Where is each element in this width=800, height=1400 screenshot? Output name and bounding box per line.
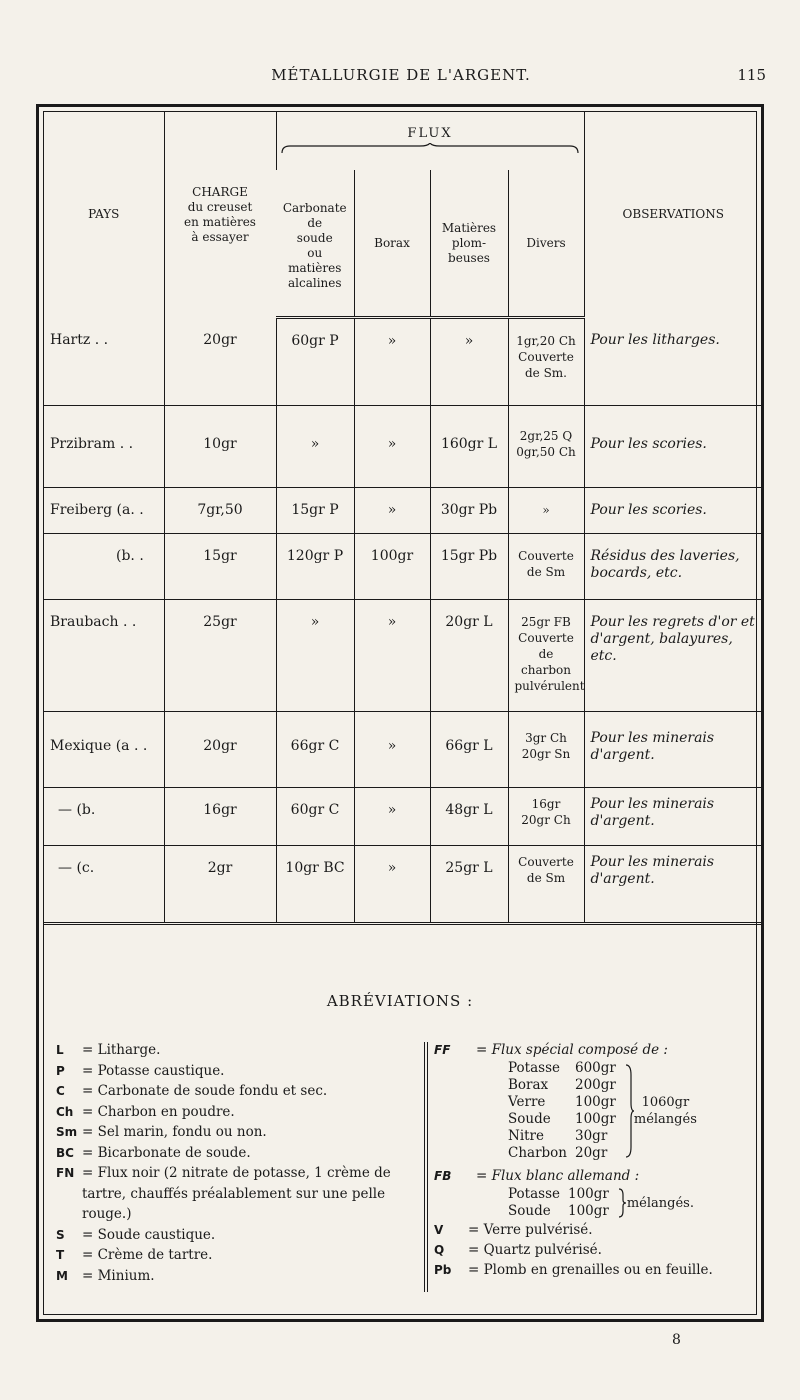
abbr-definition: = Flux noir (2 nitrate de potasse, 1 crème de tartre, chauffés préalablement sur une pelle rouge.) xyxy=(82,1165,391,1222)
fb-note-cell xyxy=(613,1186,698,1220)
cell-borax: » xyxy=(387,614,397,630)
cell-plomb: 160gr L xyxy=(440,436,498,452)
table-row xyxy=(44,788,762,846)
fb-composition xyxy=(504,1186,698,1220)
abbr-symbol: V xyxy=(434,1223,444,1237)
abbreviations-right-list xyxy=(434,1040,754,1280)
ff-heading xyxy=(434,1040,754,1060)
abbr-symbol: S xyxy=(56,1227,65,1242)
list-item xyxy=(56,1040,426,1061)
ingredient-qty: 100gr xyxy=(575,1111,616,1127)
ingredient-qty: 100gr xyxy=(567,1186,609,1202)
cell-charge: 20gr xyxy=(203,738,237,754)
fb-note: mélangés. xyxy=(626,1195,694,1211)
cell-borax: » xyxy=(387,502,397,518)
signature-number: 8 xyxy=(672,1332,681,1348)
cell-pays: (b. . xyxy=(116,548,144,564)
cell-charge: 7gr,50 xyxy=(197,502,243,518)
abbr-definition: = Crème de tartre. xyxy=(82,1247,213,1263)
abbreviations-title: ABRÉVIATIONS : xyxy=(326,992,474,1010)
cell-observations: Pour les minerais d'argent. xyxy=(590,730,715,763)
abbr-symbol: P xyxy=(56,1063,65,1078)
table-frame xyxy=(36,104,764,1322)
cell-observations: Résidus des laveries, bocards, etc. xyxy=(590,548,740,581)
list-item xyxy=(434,1260,754,1280)
cell-plomb: 20gr L xyxy=(445,614,493,630)
list-item xyxy=(434,1220,754,1240)
cell-observations: Pour les regrets d'or et d'argent, balayures, etc. xyxy=(590,614,755,664)
ingredient-qty: 20gr xyxy=(575,1145,608,1161)
cell-plomb: 25gr L xyxy=(445,860,493,876)
page-number: 115 xyxy=(737,66,766,84)
cell-plomb: » xyxy=(464,333,474,349)
list-item xyxy=(56,1266,426,1287)
abbr-symbol: Pb xyxy=(434,1263,452,1277)
abbr-symbol: FN xyxy=(56,1166,75,1180)
fb-heading xyxy=(434,1166,754,1186)
list-item xyxy=(56,1122,426,1143)
list-item xyxy=(56,1102,426,1123)
abbr-symbol: Ch xyxy=(56,1104,74,1119)
ff-total-cell xyxy=(620,1060,701,1162)
cell-borax: 100gr xyxy=(370,548,414,564)
cell-charge: 2gr xyxy=(207,860,233,876)
cell-carbonate: 120gr P xyxy=(286,548,344,564)
abbr-symbol: M xyxy=(56,1268,68,1283)
ingredient-name: Potasse xyxy=(508,1060,560,1076)
abbr-symbol: FB xyxy=(434,1169,452,1183)
table-row xyxy=(44,846,762,924)
abbr-definition: = Sel marin, fondu ou non. xyxy=(82,1124,267,1140)
ingredient-name: Borax xyxy=(508,1077,549,1093)
abbr-definition: = Bicarbonate de soude. xyxy=(82,1144,251,1161)
table-row xyxy=(44,600,762,712)
header-charge: CHARGE du creuset en matières à essayer xyxy=(164,112,276,318)
table-row xyxy=(44,712,762,788)
ingredient-name: Charbon xyxy=(508,1145,567,1161)
ingredient-name: Nitre xyxy=(508,1128,544,1144)
abbr-symbol: Sm xyxy=(56,1125,78,1139)
brace-icon xyxy=(280,143,580,155)
cell-pays: Freiberg (a. . xyxy=(50,502,144,518)
cell-observations: Pour les scories. xyxy=(590,502,707,518)
cell-divers: 16gr 20gr Ch xyxy=(521,797,571,827)
cell-pays: — (b. xyxy=(58,802,96,818)
cell-pays: Hartz . . xyxy=(50,331,109,348)
ingredient-qty: 30gr xyxy=(575,1128,608,1144)
cell-carbonate: 66gr C xyxy=(290,738,340,754)
cell-carbonate: » xyxy=(310,436,320,452)
list-item xyxy=(56,1143,426,1164)
table-row xyxy=(44,534,762,600)
ff-composition xyxy=(504,1060,701,1162)
table-row xyxy=(504,1060,701,1077)
list-item xyxy=(56,1061,426,1082)
cell-carbonate: 10gr BC xyxy=(285,860,345,876)
list-item xyxy=(56,1163,426,1225)
ff-note: mélangés xyxy=(633,1112,697,1127)
ingredient-name: Soude xyxy=(508,1111,551,1127)
cell-divers: 2gr,25 Q 0gr,50 Ch xyxy=(516,429,576,459)
abbr-symbol: C xyxy=(56,1084,65,1098)
cell-divers: Couverte de Sm xyxy=(518,549,574,579)
cell-divers: Couverte de Sm xyxy=(518,855,574,885)
abbr-definition: = Potasse caustique. xyxy=(82,1062,225,1079)
cell-observations: Pour les litharges. xyxy=(590,331,720,348)
table-row xyxy=(504,1186,698,1203)
running-head xyxy=(36,66,766,88)
cell-carbonate: 60gr C xyxy=(290,802,340,818)
list-item xyxy=(434,1240,754,1260)
cell-carbonate: » xyxy=(310,614,320,630)
table-row xyxy=(44,318,762,406)
cell-plomb: 30gr Pb xyxy=(440,502,498,518)
cell-observations: Pour les minerais d'argent. xyxy=(590,796,715,829)
header-divers: Divers xyxy=(508,170,584,318)
ingredient-name: Potasse xyxy=(508,1186,560,1202)
cell-divers: 3gr Ch 20gr Sn xyxy=(521,731,571,761)
header-row-top xyxy=(44,112,762,170)
cell-charge: 25gr xyxy=(203,614,237,630)
header-carbonate: Carbonate de soude ou matières alcalines xyxy=(276,170,354,318)
header-plomb: Matières plom- beuses xyxy=(430,170,508,318)
flux-table xyxy=(44,112,762,925)
list-item xyxy=(56,1225,426,1246)
cell-borax: » xyxy=(387,333,397,349)
ingredient-qty: 200gr xyxy=(575,1077,616,1093)
header-borax: Borax xyxy=(354,170,430,318)
abbr-definition: = Carbonate de soude fondu et sec. xyxy=(82,1083,328,1099)
cell-borax: » xyxy=(387,802,397,818)
abbr-definition: = Soude caustique. xyxy=(82,1226,216,1243)
abbr-symbol: BC xyxy=(56,1145,74,1160)
abbr-symbol: L xyxy=(56,1043,64,1057)
abbr-symbol: Q xyxy=(434,1243,445,1257)
list-item xyxy=(56,1245,426,1266)
cell-pays: — (c. xyxy=(58,860,95,876)
abbr-symbol: FF xyxy=(434,1043,451,1057)
cell-charge: 10gr xyxy=(203,436,237,452)
abbr-definition: = Minium. xyxy=(82,1267,155,1284)
abbr-definition: = Litharge. xyxy=(82,1042,161,1058)
cell-pays: Przibram . . xyxy=(50,436,134,452)
abbr-definition: = Quartz pulvérisé. xyxy=(468,1242,602,1258)
header-flux: FLUX xyxy=(276,112,584,170)
cell-pays: Mexique (a . . xyxy=(50,738,148,754)
cell-charge: 15gr xyxy=(203,548,237,564)
cell-divers: 1gr,20 Ch Couverte de Sm. xyxy=(516,334,576,380)
cell-plomb: 66gr L xyxy=(445,738,493,754)
header-observations: OBSERVATIONS xyxy=(584,112,762,318)
abbr-definition: = Verre pulvérisé. xyxy=(468,1222,593,1238)
abbr-definition: = Charbon en poudre. xyxy=(82,1103,235,1120)
cell-borax: » xyxy=(387,860,397,876)
cell-observations: Pour les minerais d'argent. xyxy=(590,854,715,887)
abbr-definition: = Plomb en grenailles ou en feuille. xyxy=(468,1262,713,1278)
cell-plomb: 48gr L xyxy=(445,802,493,818)
brace-icon xyxy=(617,1187,627,1219)
ingredient-qty: 100gr xyxy=(567,1203,609,1219)
cell-borax: » xyxy=(387,738,397,754)
page-title: MÉTALLURGIE DE L'ARGENT. xyxy=(271,66,531,84)
table-row xyxy=(44,488,762,534)
cell-charge: 16gr xyxy=(203,802,237,818)
header-pays: PAYS xyxy=(88,207,120,222)
table-frame-inner xyxy=(43,111,757,1315)
ingredient-qty: 600gr xyxy=(575,1060,616,1076)
cell-pays: Braubach . . xyxy=(50,614,137,630)
cell-charge: 20gr xyxy=(203,331,237,348)
cell-observations: Pour les scories. xyxy=(590,436,707,452)
cell-plomb: 15gr Pb xyxy=(440,548,498,564)
list-item xyxy=(56,1081,426,1102)
table-row xyxy=(44,406,762,488)
ff-total: 1060gr xyxy=(641,1095,690,1110)
ingredient-qty: 100gr xyxy=(575,1094,616,1110)
cell-carbonate: 15gr P xyxy=(291,502,339,518)
abbr-definition: = Flux spécial composé de : xyxy=(476,1042,668,1058)
ingredient-name: Verre xyxy=(508,1094,546,1110)
cell-carbonate: 60gr P xyxy=(291,333,339,349)
cell-divers: » xyxy=(542,503,550,517)
cell-borax: » xyxy=(387,436,397,452)
abbr-definition: = Flux blanc allemand : xyxy=(476,1168,640,1184)
cell-divers: 25gr FB Couverte de charbon pulvérulent xyxy=(514,615,585,693)
ingredient-name: Soude xyxy=(508,1203,551,1219)
brace-icon xyxy=(624,1063,634,1159)
abbreviations-left-list xyxy=(56,1040,426,1286)
abbr-symbol: T xyxy=(56,1248,65,1262)
abbreviations-divider xyxy=(424,1042,428,1292)
